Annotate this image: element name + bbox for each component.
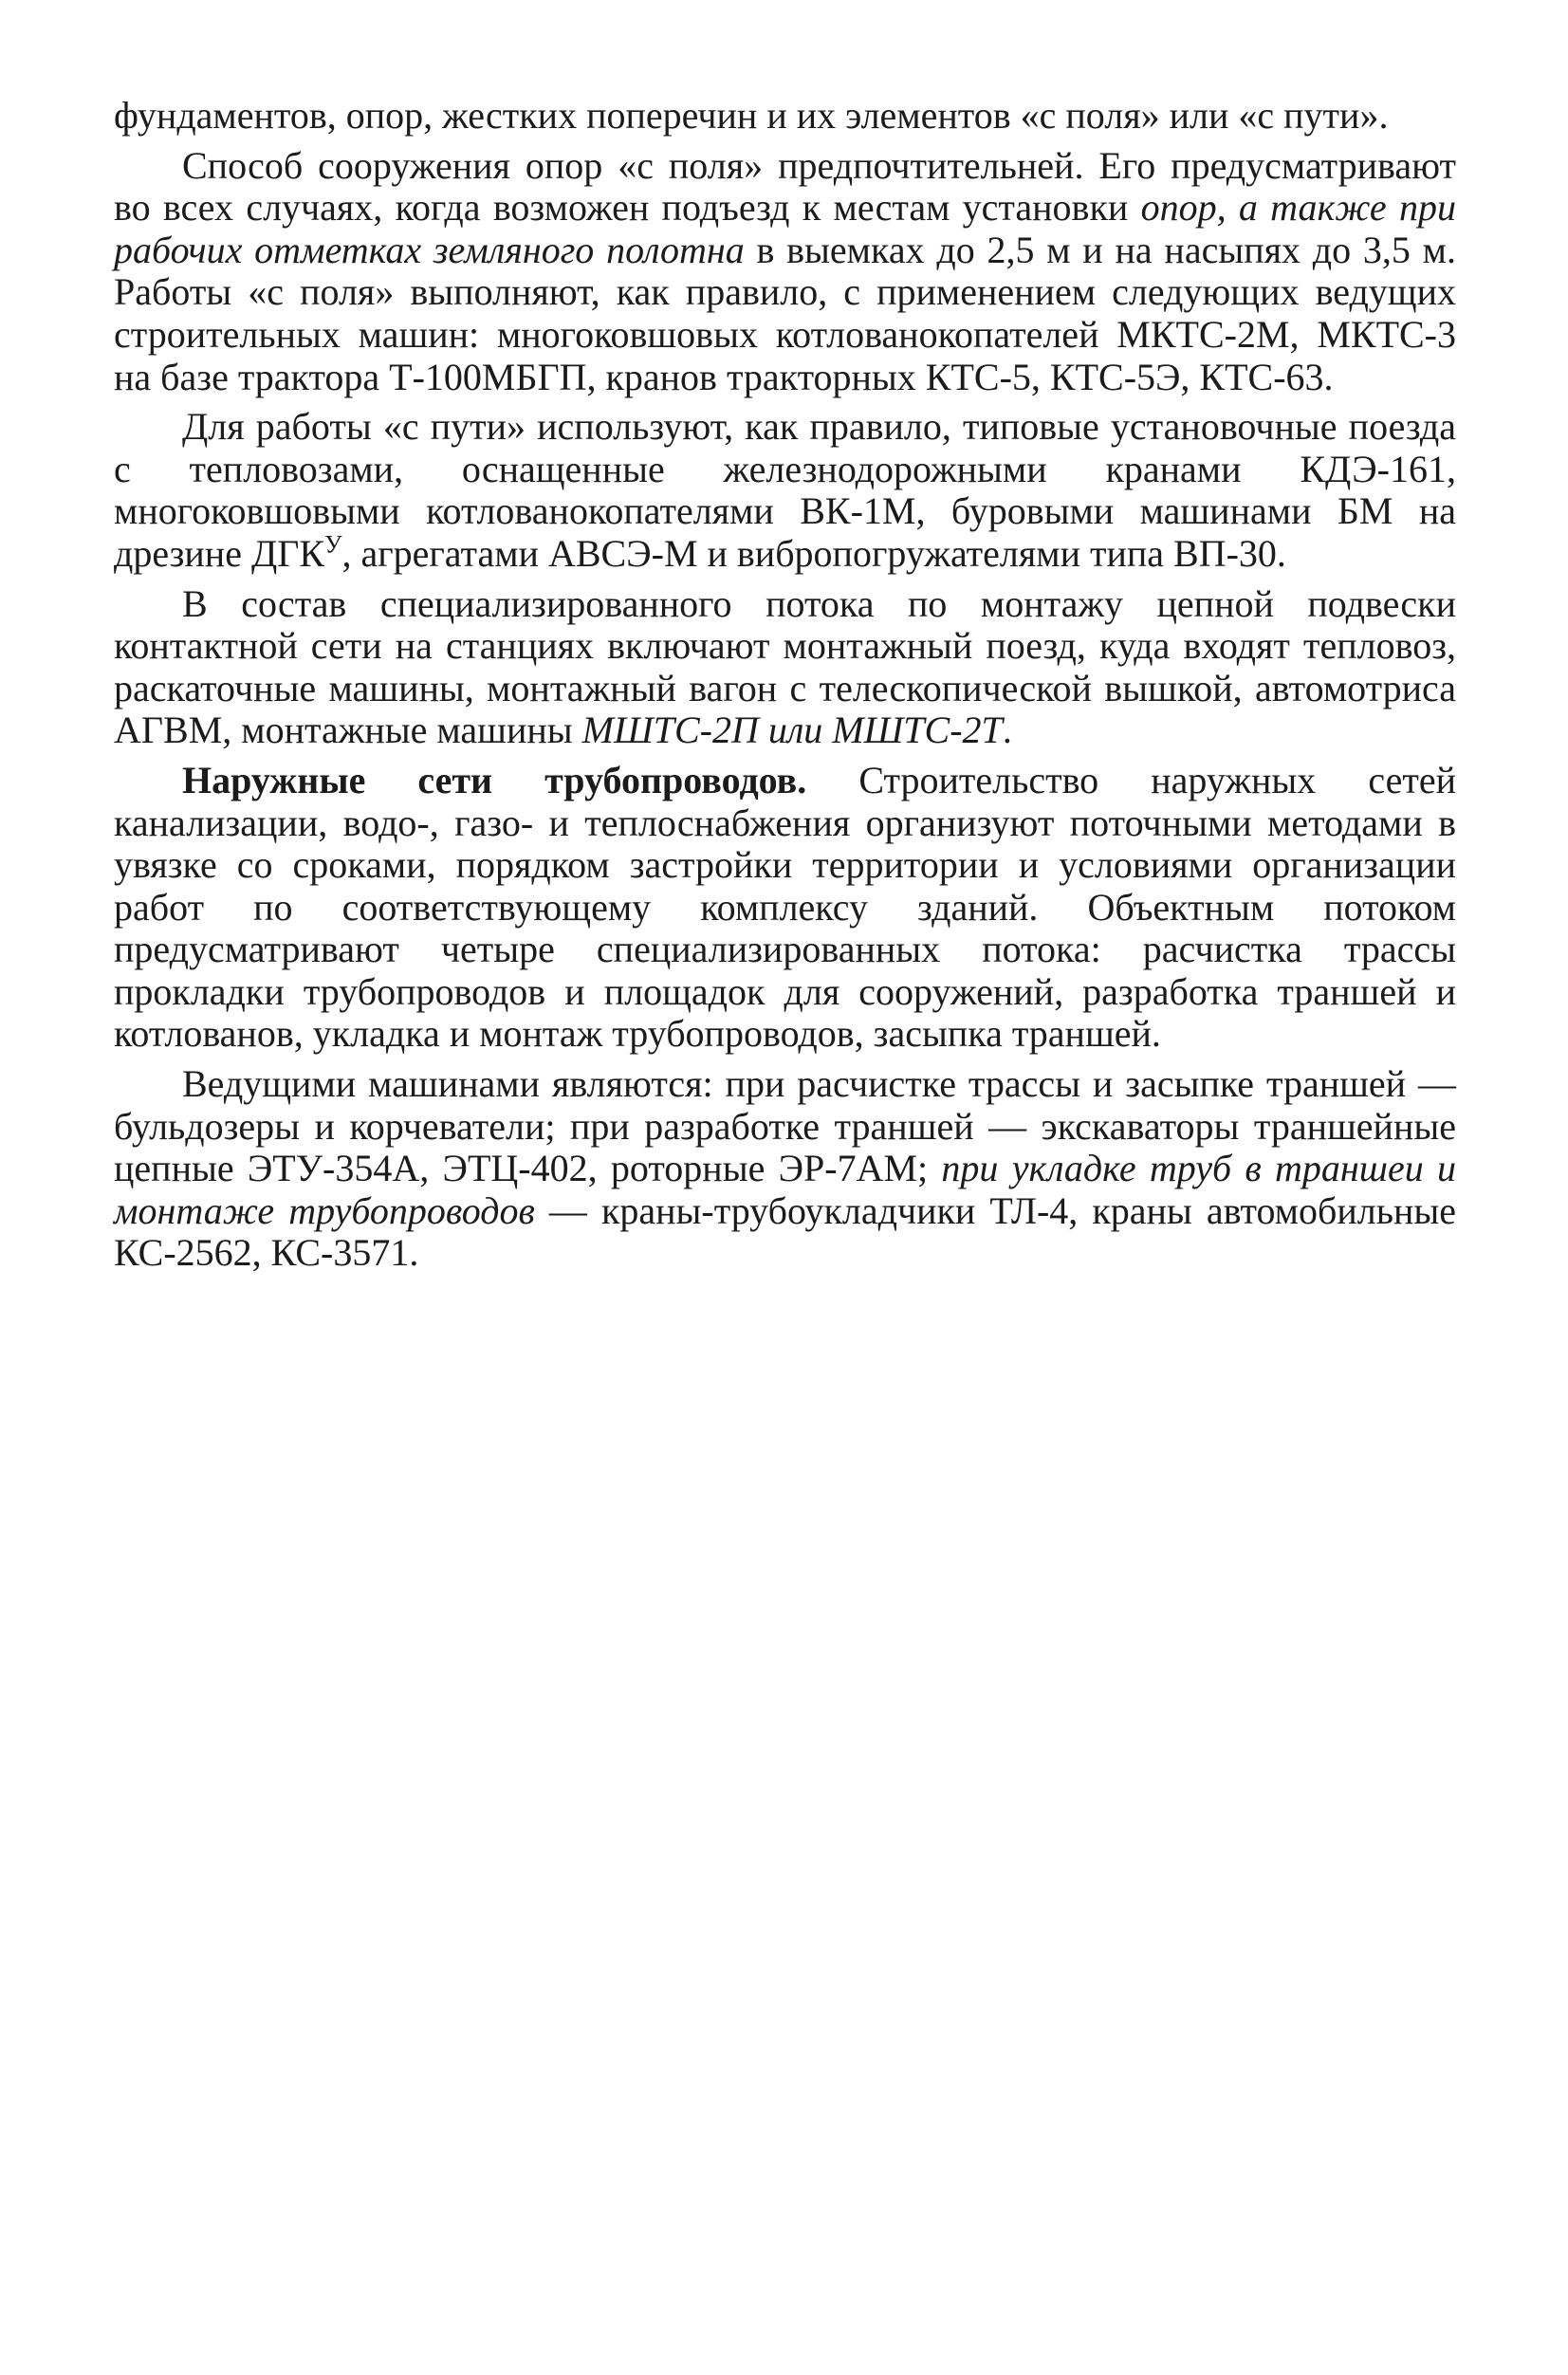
paragraph-track-method [114,406,1456,575]
text-segment: Для работы «с пути» используют, как правило, типовые установочные поезда с тепловозами, оснащенные железнодорожными кранами КДЭ-161, многоковшовыми котлованокопателями ВК-1М, буровыми машинами БМ на дрезине ДГК [114,405,1456,575]
italic-text-segment: МШТС-2П или МШТС-2Т [581,709,1003,752]
italic-text-segment: при укладке труб в траншеи и монтаже трубопроводов [114,1147,1456,1232]
superscript-text: У [324,530,342,559]
paragraph-leading-machines [114,1063,1456,1275]
text-segment: . [1002,709,1012,752]
page-text-block [114,95,1456,1282]
paragraph-foundations-continuation [114,95,1456,138]
italic-text-segment: опор, а также при рабочих отметках земляного полотна [114,186,1456,271]
text-segment: фундаментов, опор, жестких поперечин и их элементов «с поля» или «с пути». [114,94,1389,137]
paragraph-catenary-installation [114,583,1456,752]
text-segment: В состав специализированного потока по монтажу цепной подвески контактной сети на станциях включают монтажный поезд, куда входят тепловоз, раскаточные машины, монтажный вагон с телескопической вышкой, автомотриса АГВМ, монтажные машины [114,581,1456,752]
section-heading-inline: Наружные сети трубопроводов. [182,758,807,801]
text-segment: , агрегатами АВСЭ-М и вибропогружателями типа ВП-30. [341,531,1286,575]
text-segment: Строительство наружных сетей канализации, водо-, газо- и теплоснабжения организуют поточными методами в увязке со сроками, порядком застройки территории и условиями организации работ по соответствующему комплексу зданий. Объектным потоком предусматривают четыре специализированных потока: расчистка трассы прокладки трубопроводов и площадок для сооружений, разработка траншей и котлованов, укладка и монтаж трубопроводов, засыпка траншей. [114,758,1456,1056]
text-segment: Ведущими машинами являются: при расчистке трассы и засыпке траншей — бульдозеры и корчеватели; при разработке траншей — экскаваторы траншейные цепные ЭТУ-354А, ЭТЦ-402, роторные ЭР-7АМ; [114,1062,1456,1190]
text-segment: — краны-трубоукладчики ТЛ-4, краны автомобильные КС-2562, КС-3571. [114,1188,1456,1275]
paragraph-external-pipelines [114,760,1456,1056]
paragraph-field-method [114,145,1456,399]
text-segment: в выемках до 2,5 м и на насыпях до 3,5 м. Работы «с поля» выполняют, как правило, с применением следующих ведущих строительных машин: многоковшовых котлованокопателей МКТС-2М, МКТС-3 на базе трактора Т-100МБГП, кранов тракторных КТС-5, КТС-5Э, КТС-63. [114,228,1456,398]
text-segment: Способ сооружения опор «с поля» предпочтительней. Его предусматривают во всех случаях, когда возможен подъезд к местам установки [114,143,1456,230]
